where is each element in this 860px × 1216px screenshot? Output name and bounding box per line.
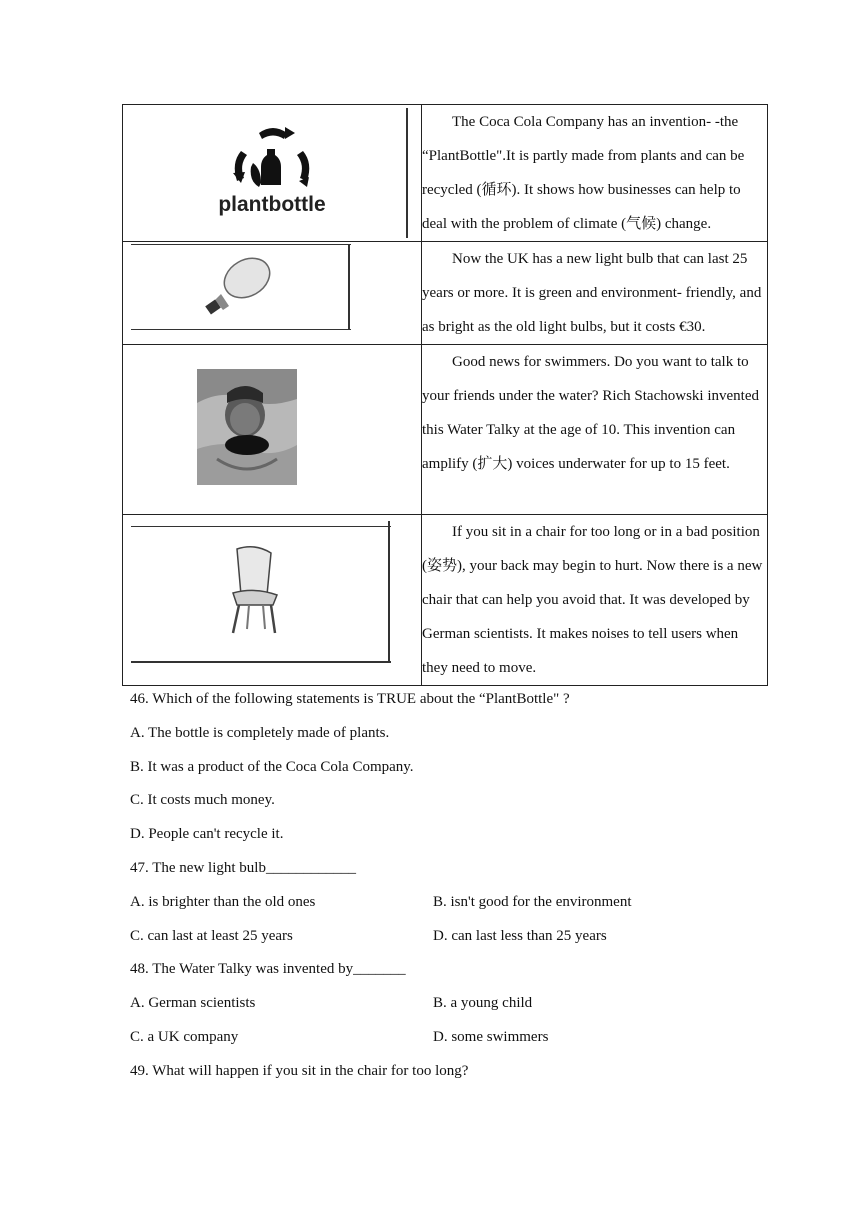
invention-row-water-talky [123, 345, 768, 515]
scan-border-line [131, 661, 391, 663]
light-bulb-image-cell [123, 242, 422, 345]
question-47-stem: 47. The new light bulb____________ [130, 859, 356, 876]
question-47-option-d: D. can last less than 25 years [433, 927, 607, 944]
chair-description: If you sit in a chair for too long or in a bad position (姿势), your back may begin to hurt. Now there is a new chair that can help you avoid that. It was developed by German scientists. It makes noises to tell users when they need to move. [422, 524, 763, 676]
question-47-options-row-2 [130, 920, 790, 954]
question-48-option-d: D. some swimmers [433, 1028, 549, 1045]
question-46-option-a: A. The bottle is completely made of plants. [130, 724, 390, 741]
scan-border-line [348, 244, 350, 330]
question-48-option-a: A. German scientists [130, 995, 256, 1012]
question-49-stem: 49. What will happen if you sit in the chair for too long? [130, 1062, 469, 1079]
invention-row-plantbottle [123, 105, 768, 242]
scan-border-line [388, 521, 390, 663]
chair-text-cell [422, 515, 768, 686]
scan-border-line [131, 329, 351, 330]
water-talky-description: Good news for swimmers. Do you want to talk to your friends under the water? Rich Stachowski invented this Water Talky at the age of 10. This invention can amplify (扩大) voices underwater for up to 15 feet. [422, 354, 759, 472]
question-47-option-a: A. is brighter than the old ones [130, 893, 316, 910]
question-46-option-d: D. People can't recycle it. [130, 826, 284, 843]
questions-section [130, 683, 790, 1089]
question-47-option-c: C. can last at least 25 years [130, 927, 293, 944]
plantbottle-text-cell [422, 105, 768, 242]
invention-row-light-bulb [123, 242, 768, 345]
question-47-option-b: B. isn't good for the environment [433, 893, 632, 910]
water-talky-photo [197, 369, 297, 485]
light-bulb-image [201, 254, 275, 320]
plantbottle-logo-text: plantbottle [218, 193, 326, 216]
plantbottle-image-cell [123, 105, 422, 242]
chair-image-cell [123, 515, 422, 686]
question-47-options-row-1 [130, 886, 790, 920]
plantbottle-logo [207, 123, 337, 219]
scan-border-line [131, 244, 351, 245]
question-46-option-b: B. It was a product of the Coca Cola Company. [130, 758, 414, 775]
scan-border-line [131, 526, 391, 527]
question-48-option-b: B. a young child [433, 995, 533, 1012]
light-bulb-text-cell [422, 242, 768, 345]
scan-border-line [406, 108, 408, 238]
chair-image [223, 545, 283, 637]
question-46-option-c: C. It costs much money. [130, 792, 275, 809]
invention-row-chair [123, 515, 768, 686]
question-48-option-c: C. a UK company [130, 1028, 239, 1045]
water-talky-text-cell [422, 345, 768, 515]
question-48-options-row-2 [130, 1021, 790, 1055]
question-46-stem: 46. Which of the following statements is TRUE about the “PlantBottle" ? [130, 691, 570, 707]
plantbottle-description: The Coca Cola Company has an invention- -the “PlantBottle".It is partly made from plants and can be recycled (循环). It shows how businesses can help to deal with the problem of climate (气候) change. [422, 114, 745, 232]
question-48-options-row-1 [130, 987, 790, 1021]
light-bulb-description: Now the UK has a new light bulb that can last 25 years or more. It is green and environment- friendly, and as bright as the old light bulbs, but it costs €30. [422, 251, 762, 335]
water-talky-image-cell [123, 345, 422, 515]
question-48-stem: 48. The Water Talky was invented by_______ [130, 961, 406, 978]
inventions-table [122, 104, 768, 686]
